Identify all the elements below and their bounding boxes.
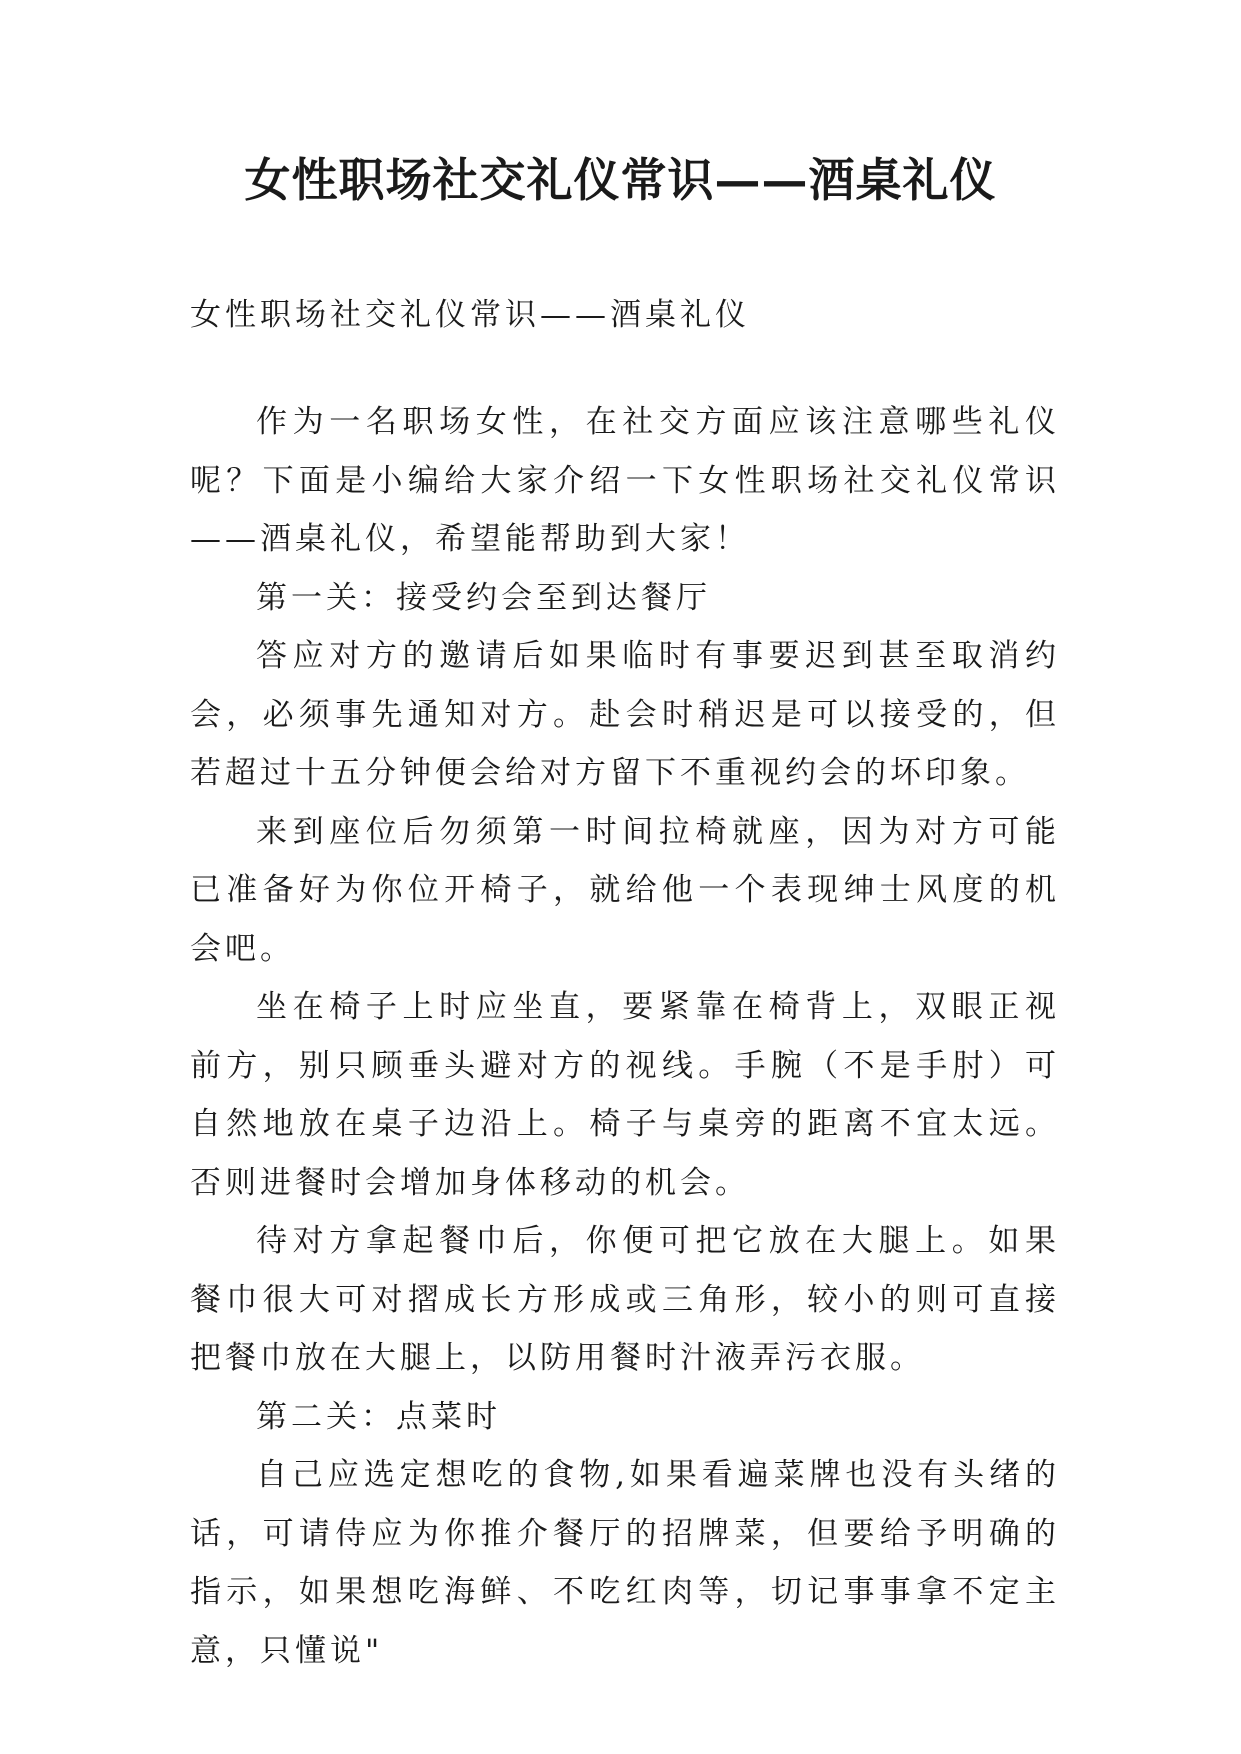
- section-heading-1: 第一关：接受约会至到达餐厅: [256, 579, 711, 616]
- section-heading-2: 第二关：点菜时: [256, 1398, 501, 1435]
- document-subtitle: 女性职场社交礼仪常识——酒桌礼仪: [190, 297, 750, 333]
- document-title: 女性职场社交礼仪常识——酒桌礼仪: [244, 153, 997, 207]
- paragraph: 坐在椅子上时应坐直，要紧靠在椅背上，双眼正视前方，别只顾垂头避对方的视线。手腕（不是手肘）可自然地放在桌子边沿上。椅子与桌旁的距离不宜太远。否则进餐时会增加身体移动的机会。: [190, 989, 1060, 1201]
- paragraph: 待对方拿起餐巾后，你便可把它放在大腿上。如果餐巾很大可对摺成长方形成或三角形，较小的则可直接把餐巾放在大腿上，以防用餐时汁液弄污衣服。: [190, 1223, 1060, 1376]
- paragraph: 答应对方的邀请后如果临时有事要迟到甚至取消约会，必须事先通知对方。赴会时稍迟是可以接受的，但若超过十五分钟便会给对方留下不重视约会的坏印象。: [190, 638, 1060, 791]
- document-body: [190, 286, 1060, 1680]
- paragraph: 来到座位后勿须第一时间拉椅就座，因为对方可能已准备好为你位开椅子，就给他一个表现绅士风度的机会吧。: [190, 813, 1060, 967]
- paragraph-intro: 作为一名职场女性，在社交方面应该注意哪些礼仪呢？下面是小编给大家介绍一下女性职场社交礼仪常识——酒桌礼仪，希望能帮助到大家！: [190, 404, 1060, 557]
- paragraph: 自己应选定想吃的食物,如果看遍菜牌也没有头绪的话，可请侍应为你推介餐厅的招牌菜，但要给予明确的指示，如果想吃海鲜、不吃红肉等，切记事事拿不定主意，只懂说": [190, 1457, 1060, 1669]
